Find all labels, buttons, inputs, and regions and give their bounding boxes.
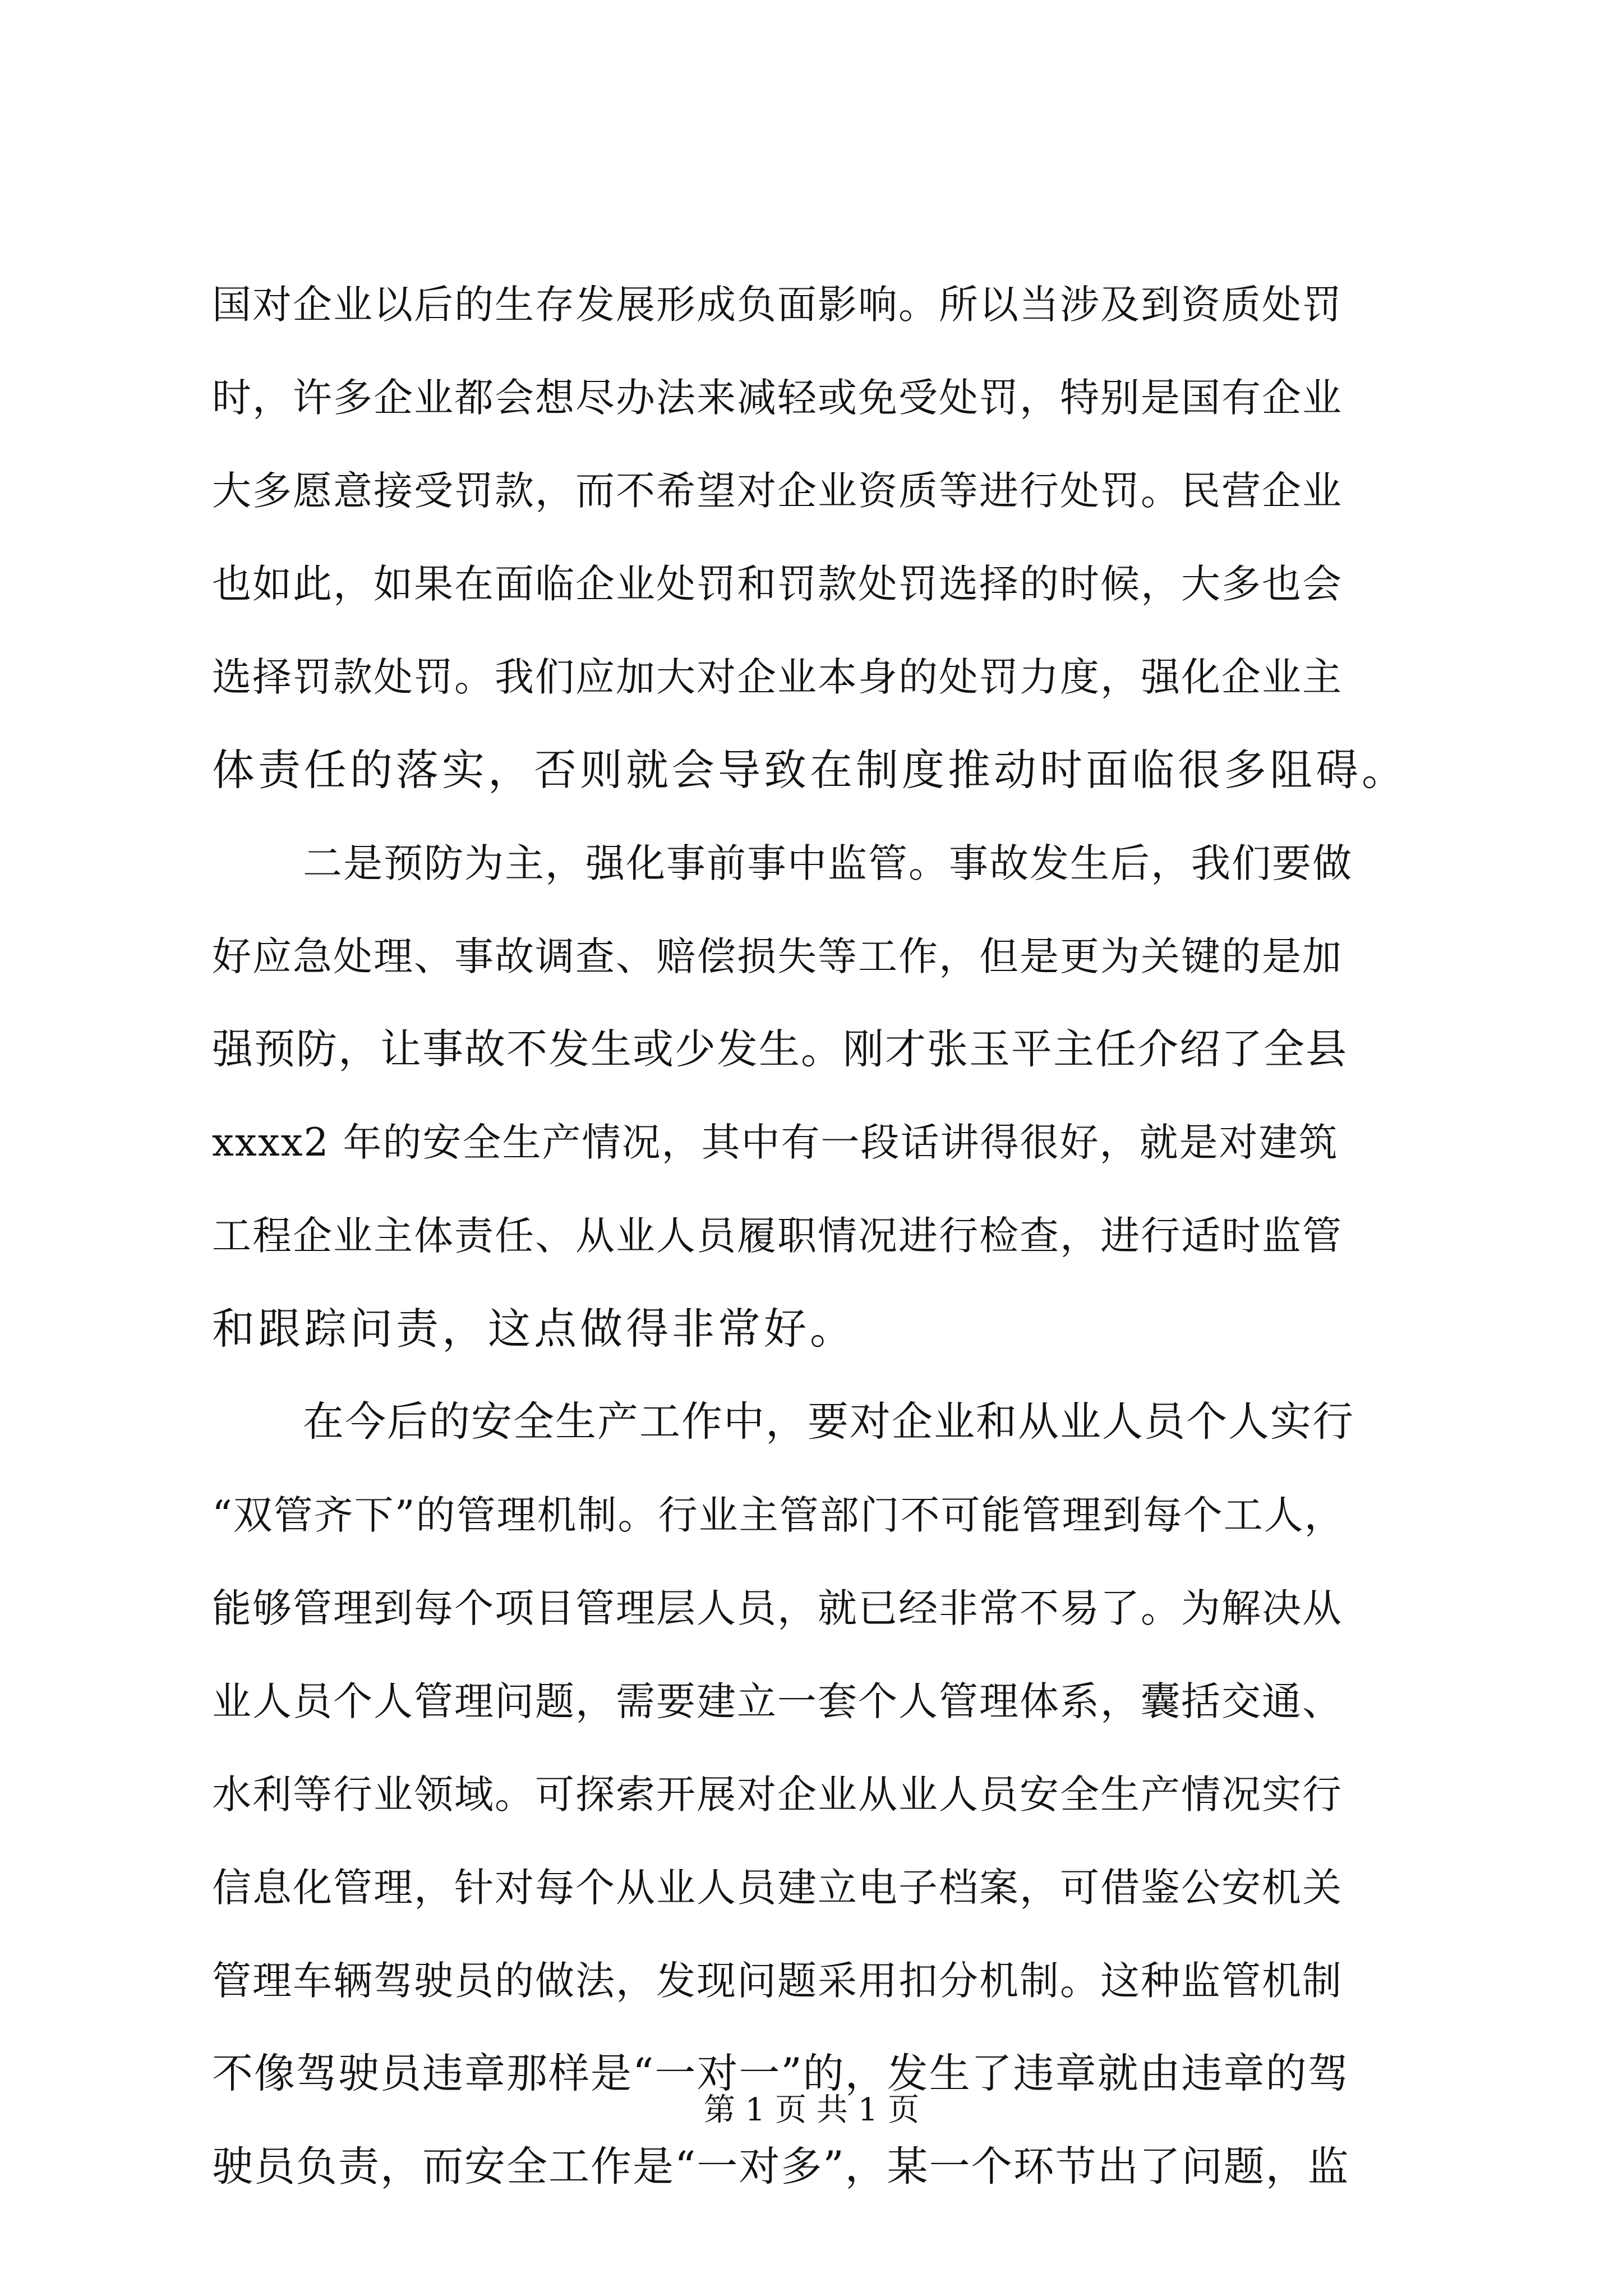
text-line: 信息化管理，针对每个从业人员建立电子档案，可借鉴公安机关 (212, 1865, 1343, 1911)
text-line: 能够管理到每个项目管理层人员，就已经非常不易了。为解决从 (212, 1585, 1343, 1631)
text-line: 好应急处理、事故调查、赔偿损失等工作，但是更为关键的是加 (212, 933, 1343, 979)
text-line: 也如此，如果在面临企业处罚和罚款处罚选择的时候，大多也会 (212, 561, 1343, 607)
text-line: 时，许多企业都会想尽办法来减轻或免受处罚，特别是国有企业 (212, 375, 1343, 421)
text-line: 水利等行业领域。可探索开展对企业从业人员安全生产情况实行 (212, 1772, 1343, 1818)
text-line: 大多愿意接受罚款，而不希望对企业资质等进行处罚。民营企业 (212, 468, 1343, 514)
text-line: 不像驾驶员违章那样是“一对一”的，发生了违章就由违章的驾 (212, 2050, 1350, 2097)
page-footer: 第 1 页 共 1 页 (703, 2092, 920, 2128)
text-line: 驶员负责，而安全工作是“一对多”，某一个环节出了问题，监 (212, 2143, 1350, 2191)
text-line: 国对企业以后的生存发展形成负面影响。所以当涉及到资质处罚 (212, 282, 1343, 328)
text-line: xxxx2 年的安全生产情况，其中有一段话讲得很好，就是对建筑 (212, 1120, 1339, 1165)
document-body (212, 258, 1412, 2214)
text-line: 和跟踪问责，这点做得非常好。 (212, 1304, 856, 1354)
text-line: 二是预防为主，强化事前事中监管。事故发生后，我们要做 (303, 840, 1353, 886)
text-line: 在今后的安全生产工作中，要对企业和从业人员个人实行 (303, 1398, 1354, 1446)
text-line: 强预防，让事故不发生或少发生。刚才张玉平主任介绍了全县 (212, 1025, 1348, 1073)
text-line: 体责任的落实，否则就会导致在制度推动时面临很多阻碍。 (212, 745, 1408, 795)
text-line: 工程企业主体责任、从业人员履职情况进行检查，进行适时监管 (212, 1213, 1343, 1259)
text-line: 选择罚款处罚。我们应加大对企业本身的处罚力度，强化企业主 (212, 654, 1343, 700)
text-line: 管理车辆驾驶员的做法，发现问题采用扣分机制。这种监管机制 (212, 1958, 1343, 2004)
text-line: 业人员个人管理问题，需要建立一套个人管理体系，囊括交通、 (212, 1678, 1343, 1724)
text-line: “双管齐下”的管理机制。行业主管部门不可能管理到每个工人， (212, 1492, 1345, 1538)
